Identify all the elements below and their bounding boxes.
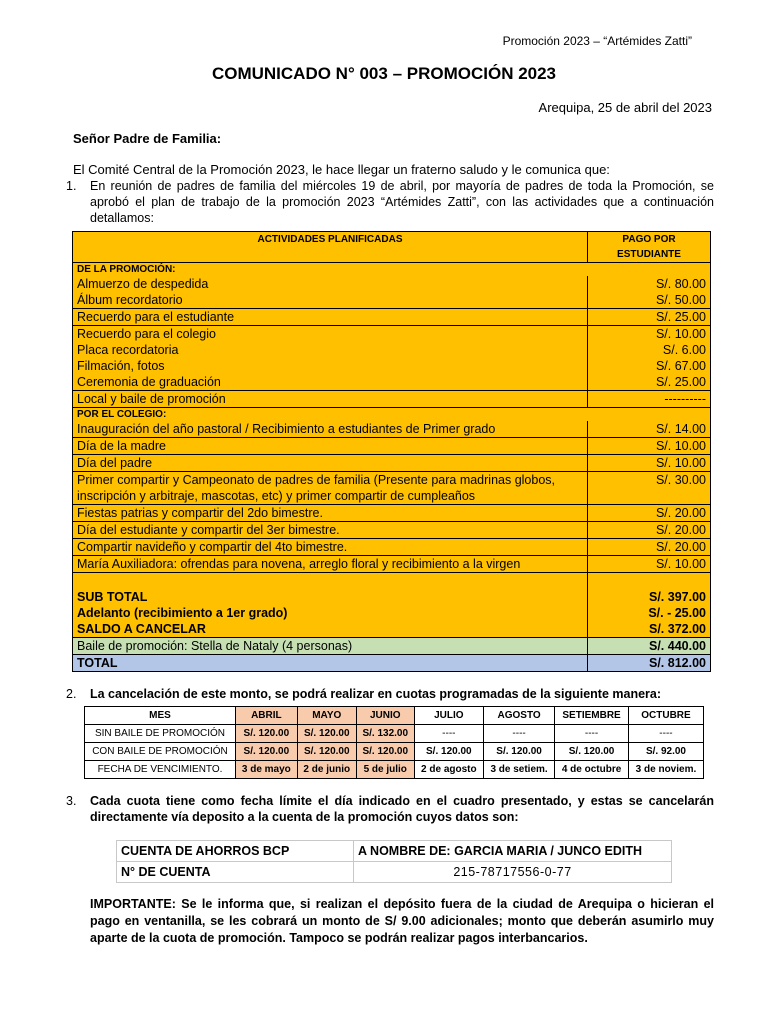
cell: 3 de mayo [236,761,298,779]
activity-amount: S/. 10.00 [588,556,711,573]
activity-amount: S/. 25.00 [588,374,711,391]
table-row [73,374,711,391]
dance-label: Baile de promoción: Stella de Nataly (4 personas) [73,638,588,655]
activity-amount: S/. 20.00 [588,505,711,522]
activity-label: Compartir navideño y compartir del 4to bimestre. [73,539,588,556]
activity-amount: S/. 67.00 [588,358,711,374]
header-cell: OCTUBRE [628,707,703,725]
cell: 2 de junio [297,761,356,779]
balance-amount: S/. 372.00 [588,621,711,638]
account-holder: A NOMBRE DE: GARCIA MARIA / JUNCO EDITH [354,841,672,862]
table-row [85,761,704,779]
table-row [73,391,711,408]
installments-table [84,706,704,779]
activity-label: Álbum recordatorio [73,292,588,309]
item-2 [66,686,714,702]
activity-label: Local y baile de promoción [73,391,588,408]
cell: 4 de octubre [555,761,629,779]
advance-amount: S/. - 25.00 [588,605,711,621]
balance-row [73,621,711,638]
cell: ---- [555,725,629,743]
table-row [73,505,711,522]
total-label: TOTAL [73,655,588,672]
activity-amount: ---------- [588,391,711,408]
cell: S/. 132.00 [356,725,414,743]
table-row [73,326,711,343]
header-cell: MES [85,707,236,725]
dance-row [73,638,711,655]
section-school-label: POR EL COLEGIO: [77,409,167,420]
table-row [85,725,704,743]
header-cell: JUNIO [356,707,414,725]
table-row [73,342,711,358]
table-row [73,309,711,326]
activity-amount: S/. 10.00 [588,438,711,455]
activity-amount: S/. 80.00 [588,276,711,292]
activity-label: Recuerdo para el estudiante [73,309,588,326]
section-promo-label: DE LA PROMOCIÓN: [77,264,176,275]
cell: 3 de noviem. [628,761,703,779]
activity-label: Recuerdo para el colegio [77,327,216,341]
cell: S/. 120.00 [236,725,298,743]
table-row [73,276,711,292]
table-row [117,841,672,862]
cell: S/. 120.00 [236,743,298,761]
account-type: CUENTA DE AHORROS BCP [117,841,354,862]
subtotal-label: SUB TOTAL [77,590,148,604]
subtotal-row [73,589,711,605]
account-number: 215-78717556-0-77 [354,862,672,883]
dance-amount: S/. 440.00 [588,638,711,655]
activity-amount: S/. 20.00 [588,539,711,556]
header-promotion-name: Promoción 2023 – “Artémides Zatti” [502,34,692,48]
section-promo-row [73,263,711,277]
activity-label: Filmación, fotos [77,359,165,373]
activity-amount: S/. 25.00 [588,309,711,326]
cell: S/. 120.00 [483,743,554,761]
row-label: CON BAILE DE PROMOCIÓN [85,743,236,761]
activity-amount: S/. 10.00 [588,326,711,343]
header-cell: SETIEMBRE [555,707,629,725]
item-3-number: 3. [66,794,77,808]
table-row [73,472,711,505]
table-row [117,862,672,883]
intro-text: El Comité Central de la Promoción 2023, le hace llegar un fraterno saludo y le comunica que: [73,162,610,177]
cell: ---- [483,725,554,743]
col-activity-header: ACTIVIDADES PLANIFICADAS [73,232,588,263]
important-notice: IMPORTANTE: Se le informa que, si realizan el depósito fuera de la ciudad de Arequipa o hicieran el pago en ventanilla, se les cobrará un monto de S/ 9.00 adicionales; monto que deberán asumirlo muy aparte de la cuota de promoción. Tampoco se podrán realizar pagos interbancarios. [90,897,714,945]
activity-label: María Auxiliadora: ofrendas para novena, arreglo floral y recibimiento a la virgen [73,556,588,573]
page-title: COMUNICADO N° 003 – PROMOCIÓN 2023 [211,64,557,83]
item-2-number: 2. [66,687,77,701]
activity-amount: S/. 6.00 [588,342,711,358]
date-line: Arequipa, 25 de abril del 2023 [538,100,712,115]
activity-label: Día de la madre [73,438,588,455]
activity-label: Ceremonia de graduación [73,374,588,391]
advance-label: Adelanto (recibimiento a 1er grado) [77,606,288,620]
activity-amount: S/. 14.00 [588,421,711,438]
item-1 [66,178,714,226]
table-row [73,522,711,539]
item-3 [66,793,714,825]
greeting: Señor Padre de Familia: [73,131,222,146]
item-1-text: En reunión de padres de familia del miércoles 19 de abril, por mayoría de padres de toda la Promoción, se aprobó el plan de trabajo de la promoción 2023 “Artémides Zatti”, con las actividades que a continuación detallamos: [90,179,714,225]
cell: 3 de setiem. [483,761,554,779]
table-row [73,421,711,438]
item-3-text: Cada cuota tiene como fecha límite el día indicado en el cuadro presentado, y estas se cancelarán directamente vía deposito a la cuenta de la promoción cuyos datos son: [90,794,714,824]
activity-amount: S/. 50.00 [588,292,711,309]
activity-label: Placa recordatoria [77,343,179,357]
cell: S/. 120.00 [297,743,356,761]
table-row [73,292,711,309]
activity-amount: S/. 20.00 [588,522,711,539]
cell: S/. 120.00 [356,743,414,761]
cell: 5 de julio [356,761,414,779]
activity-label: Día del padre [73,455,588,472]
activity-amount: S/. 10.00 [588,455,711,472]
table-row [73,556,711,573]
total-amount: S/. 812.00 [588,655,711,672]
activities-header-row [73,232,711,263]
table-row [73,455,711,472]
subtotal-amount: S/. 397.00 [588,589,711,605]
table-row [73,358,711,374]
row-label: FECHA DE VENCIMIENTO. [85,761,236,779]
cell: 2 de agosto [414,761,483,779]
cell: S/. 92.00 [628,743,703,761]
bank-account-table [116,840,672,883]
header-cell: AGOSTO [483,707,554,725]
header-cell: ABRIL [236,707,298,725]
activity-label: Inauguración del año pastoral / Recibimiento a estudiantes de Primer grado [73,421,588,438]
cell: S/. 120.00 [555,743,629,761]
activity-amount: S/. 30.00 [588,472,711,505]
table-row [85,743,704,761]
cell: ---- [628,725,703,743]
activity-label: Día del estudiante y compartir del 3er bimestre. [73,522,588,539]
col-payment-header: PAGO POR ESTUDIANTE [588,232,711,263]
item-2-text: La cancelación de este monto, se podrá realizar en cuotas programadas de la siguiente manera: [90,687,662,701]
activity-label: Fiestas patrias y compartir del 2do bimestre. [73,505,588,522]
total-row [73,655,711,672]
item-1-number: 1. [66,179,77,193]
spacer-row [73,573,711,590]
installments-header-row [85,707,704,725]
header-cell: JULIO [414,707,483,725]
balance-label: SALDO A CANCELAR [77,622,206,636]
activity-label: Primer compartir y Campeonato de padres de familia (Presente para madrinas globos, inscripción y arbitraje, mascotas, etc) y primer compartir de cumpleaños [73,472,588,505]
header-cell: MAYO [297,707,356,725]
table-row [73,438,711,455]
cell: S/. 120.00 [414,743,483,761]
account-number-label: N° DE CUENTA [117,862,354,883]
cell: ---- [414,725,483,743]
table-row [73,539,711,556]
section-school-row [73,408,711,422]
advance-row [73,605,711,621]
cell: S/. 120.00 [297,725,356,743]
activities-table [72,231,711,672]
row-label: SIN BAILE DE PROMOCIÓN [85,725,236,743]
activity-label: Almuerzo de despedida [77,277,209,291]
